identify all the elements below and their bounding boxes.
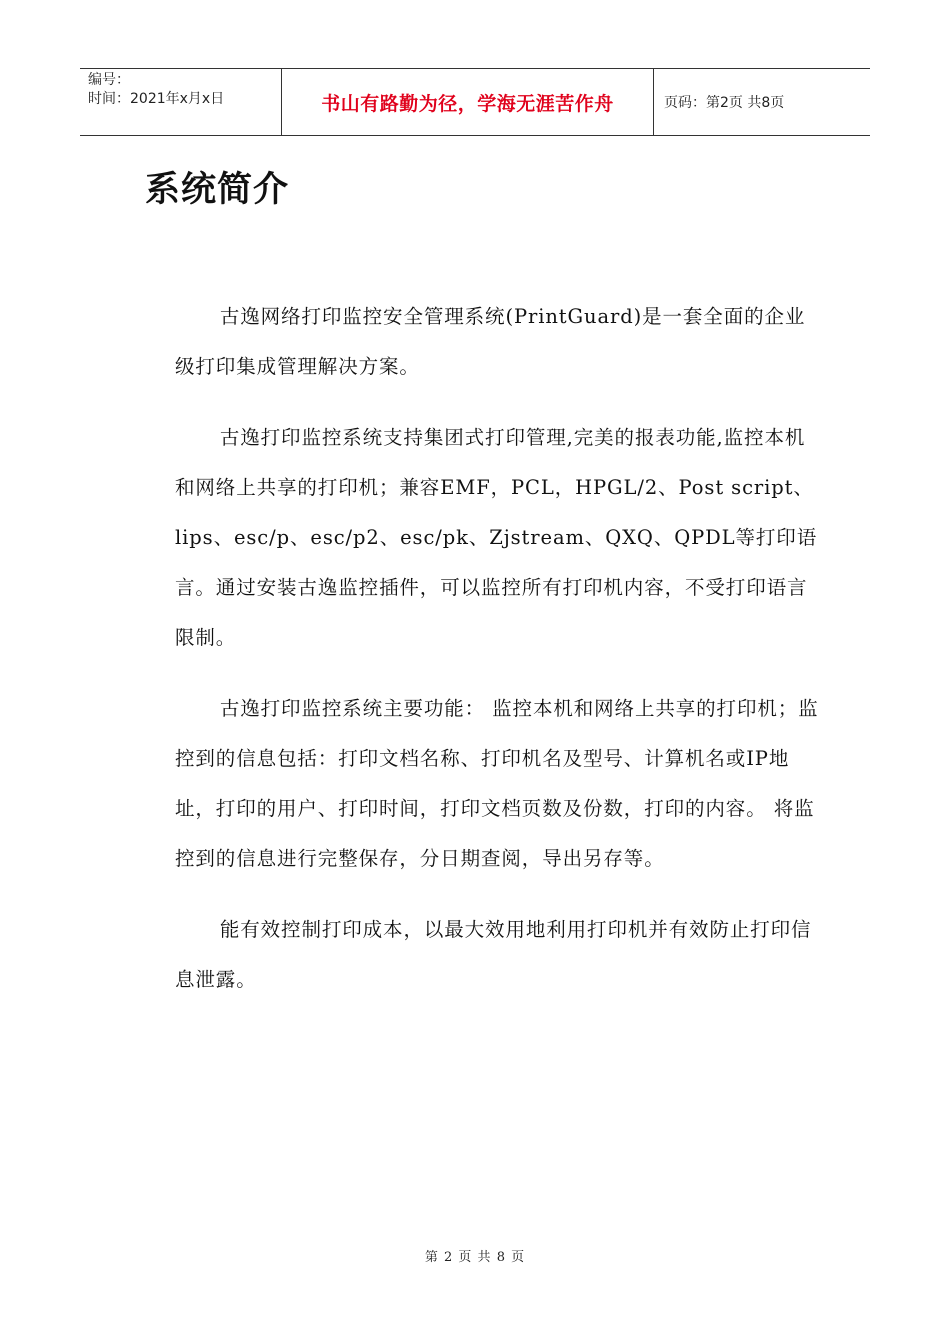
header-page-code: 页码：第2页 共8页 [664,95,785,111]
page-title: 系统简介 [145,170,290,210]
paragraph-intro: 古逸网络打印监控安全管理系统(PrintGuard)是一套全面的企业级打印集成管理解决方案。 [175,305,806,378]
body-text [175,292,825,1026]
header-motto-cell [282,69,654,135]
header-meta-cell [80,69,282,135]
page-footer: 第 2 页 共 8 页 [424,1250,526,1265]
paragraph-support: 古逸打印监控系统支持集团式打印管理,完美的报表功能,监控本机和网络上共享的打印机；兼容EMF，PCL，HPGL/2、Post script、lips、esc/p、esc/p2、esc/pk、Zjstream、QXQ、QPDL等打印语言。通过安装古逸监控插件，可以监控所有打印机内容，不受打印语言限制。 [175,426,818,649]
paragraph-benefit: 能有效控制打印成本，以最大效用地利用打印机并有效防止打印信息泄露。 [175,918,812,991]
page-header [80,68,870,136]
paragraph-features: 古逸打印监控系统主要功能： 监控本机和网络上共享的打印机；监控到的信息包括：打印文档名称、打印机名及型号、计算机名或IP地址，打印的用户、打印时间，打印文档页数及份数，打印的内容。 将监控到的信息进行完整保存，分日期查阅，导出另存等。 [175,697,819,870]
document-time-label: 时间：2021年x月x日 [88,91,225,107]
header-motto: 书山有路勤为径，学海无涯苦作舟 [321,92,614,115]
header-page-cell [654,69,870,135]
document-number-label: 编号： [88,72,130,88]
